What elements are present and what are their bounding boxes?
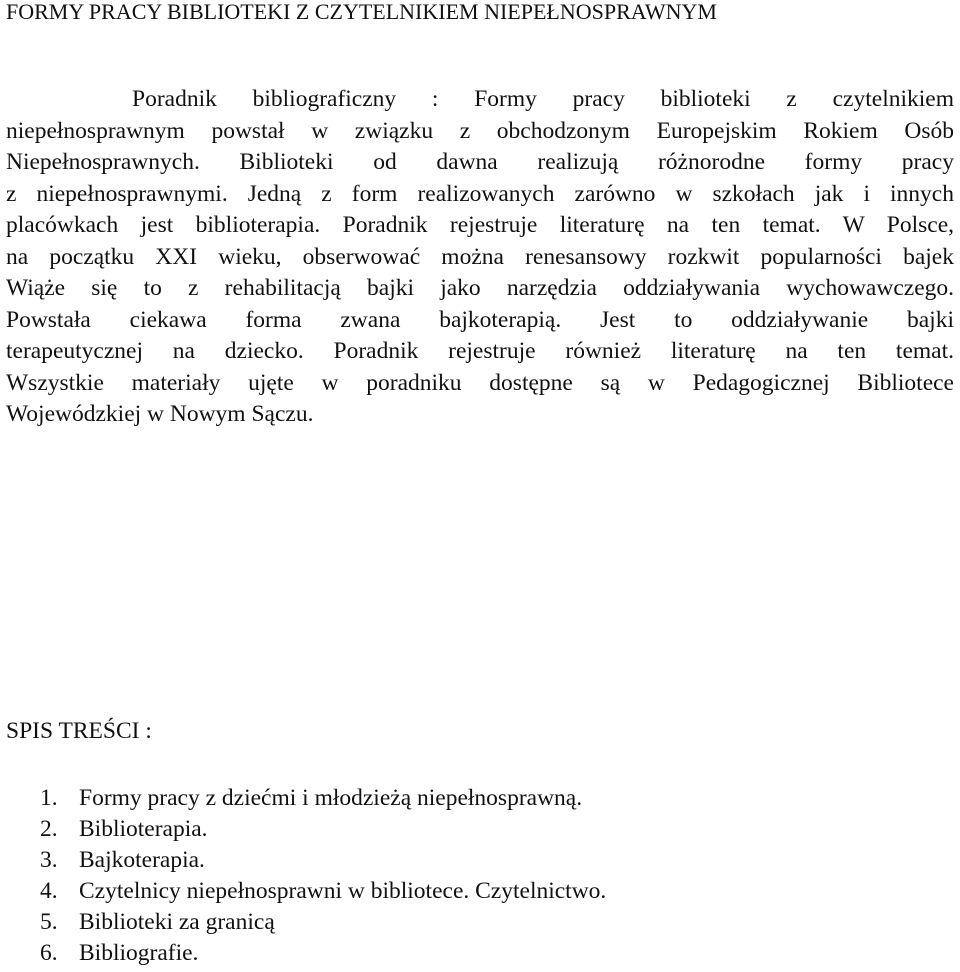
toc-heading: SPIS TREŚCI : bbox=[6, 718, 152, 744]
intro-paragraph bbox=[6, 84, 954, 431]
toc-item-text: Czytelnicy niepełnosprawni w bibliotece. Czytelnictwo. bbox=[79, 878, 607, 904]
intro-line: na początku XXI wieku, obserwować można renesansowy rozkwit popularności bajek bbox=[6, 243, 954, 270]
intro-line: Wszystkie materiały ujęte w poradniku dostępne są w Pedagogicznej Bibliotece bbox=[6, 369, 954, 396]
intro-line: terapeutycznej na dziecko. Poradnik rejestruje również literaturę na ten temat. bbox=[6, 338, 954, 364]
toc-item bbox=[40, 814, 606, 845]
toc-item-text: Formy pracy z dziećmi i młodzieżą niepełnosprawną. bbox=[79, 785, 583, 811]
toc-item-number: 2. bbox=[40, 816, 58, 842]
toc-item-number: 6. bbox=[40, 940, 58, 966]
intro-line: Wiąże się to z rehabilitacją bajki jako narzędzia oddziaływania wychowawczego. bbox=[6, 275, 954, 301]
intro-line: z niepełnosprawnymi. Jedną z form realizowanych zarówno w szkołach jak i innych bbox=[6, 180, 954, 207]
toc-item-number: 5. bbox=[40, 909, 58, 935]
intro-line: niepełnosprawnym powstał w związku z obchodzonym Europejskim Rokiem Osób bbox=[6, 117, 954, 144]
toc-item bbox=[40, 938, 606, 969]
intro-line: Niepełnosprawnych. Biblioteki od dawna realizują różnorodne formy pracy bbox=[6, 149, 954, 175]
intro-line: Poradnik bibliograficzny : Formy pracy biblioteki z czytelnikiem bbox=[132, 86, 954, 112]
toc-item-number: 3. bbox=[40, 847, 58, 873]
toc-item-text: Bibliografie. bbox=[79, 940, 199, 966]
toc-item-text: Bajkoterapia. bbox=[79, 847, 205, 873]
toc-item bbox=[40, 783, 606, 814]
toc-item-text: Biblioterapia. bbox=[79, 816, 208, 842]
toc-item-number: 4. bbox=[40, 878, 58, 904]
intro-line: placówkach jest biblioterapia. Poradnik rejestruje literaturę na ten temat. W Polsce, bbox=[6, 212, 954, 238]
toc-item bbox=[40, 876, 606, 907]
toc-item-number: 1. bbox=[40, 785, 58, 811]
toc-list bbox=[40, 783, 606, 969]
intro-line: Wojewódzkiej w Nowym Sączu. bbox=[6, 401, 314, 427]
toc-item bbox=[40, 907, 606, 938]
document-title: FORMY PRACY BIBLIOTEKI Z CZYTELNIKIEM NIEPEŁNOSPRAWNYM bbox=[6, 0, 717, 24]
toc-item-text: Biblioteki za granicą bbox=[79, 909, 275, 935]
toc-item bbox=[40, 845, 606, 876]
intro-line: Powstała ciekawa forma zwana bajkoterapią. Jest to oddziaływanie bajki bbox=[6, 306, 954, 333]
